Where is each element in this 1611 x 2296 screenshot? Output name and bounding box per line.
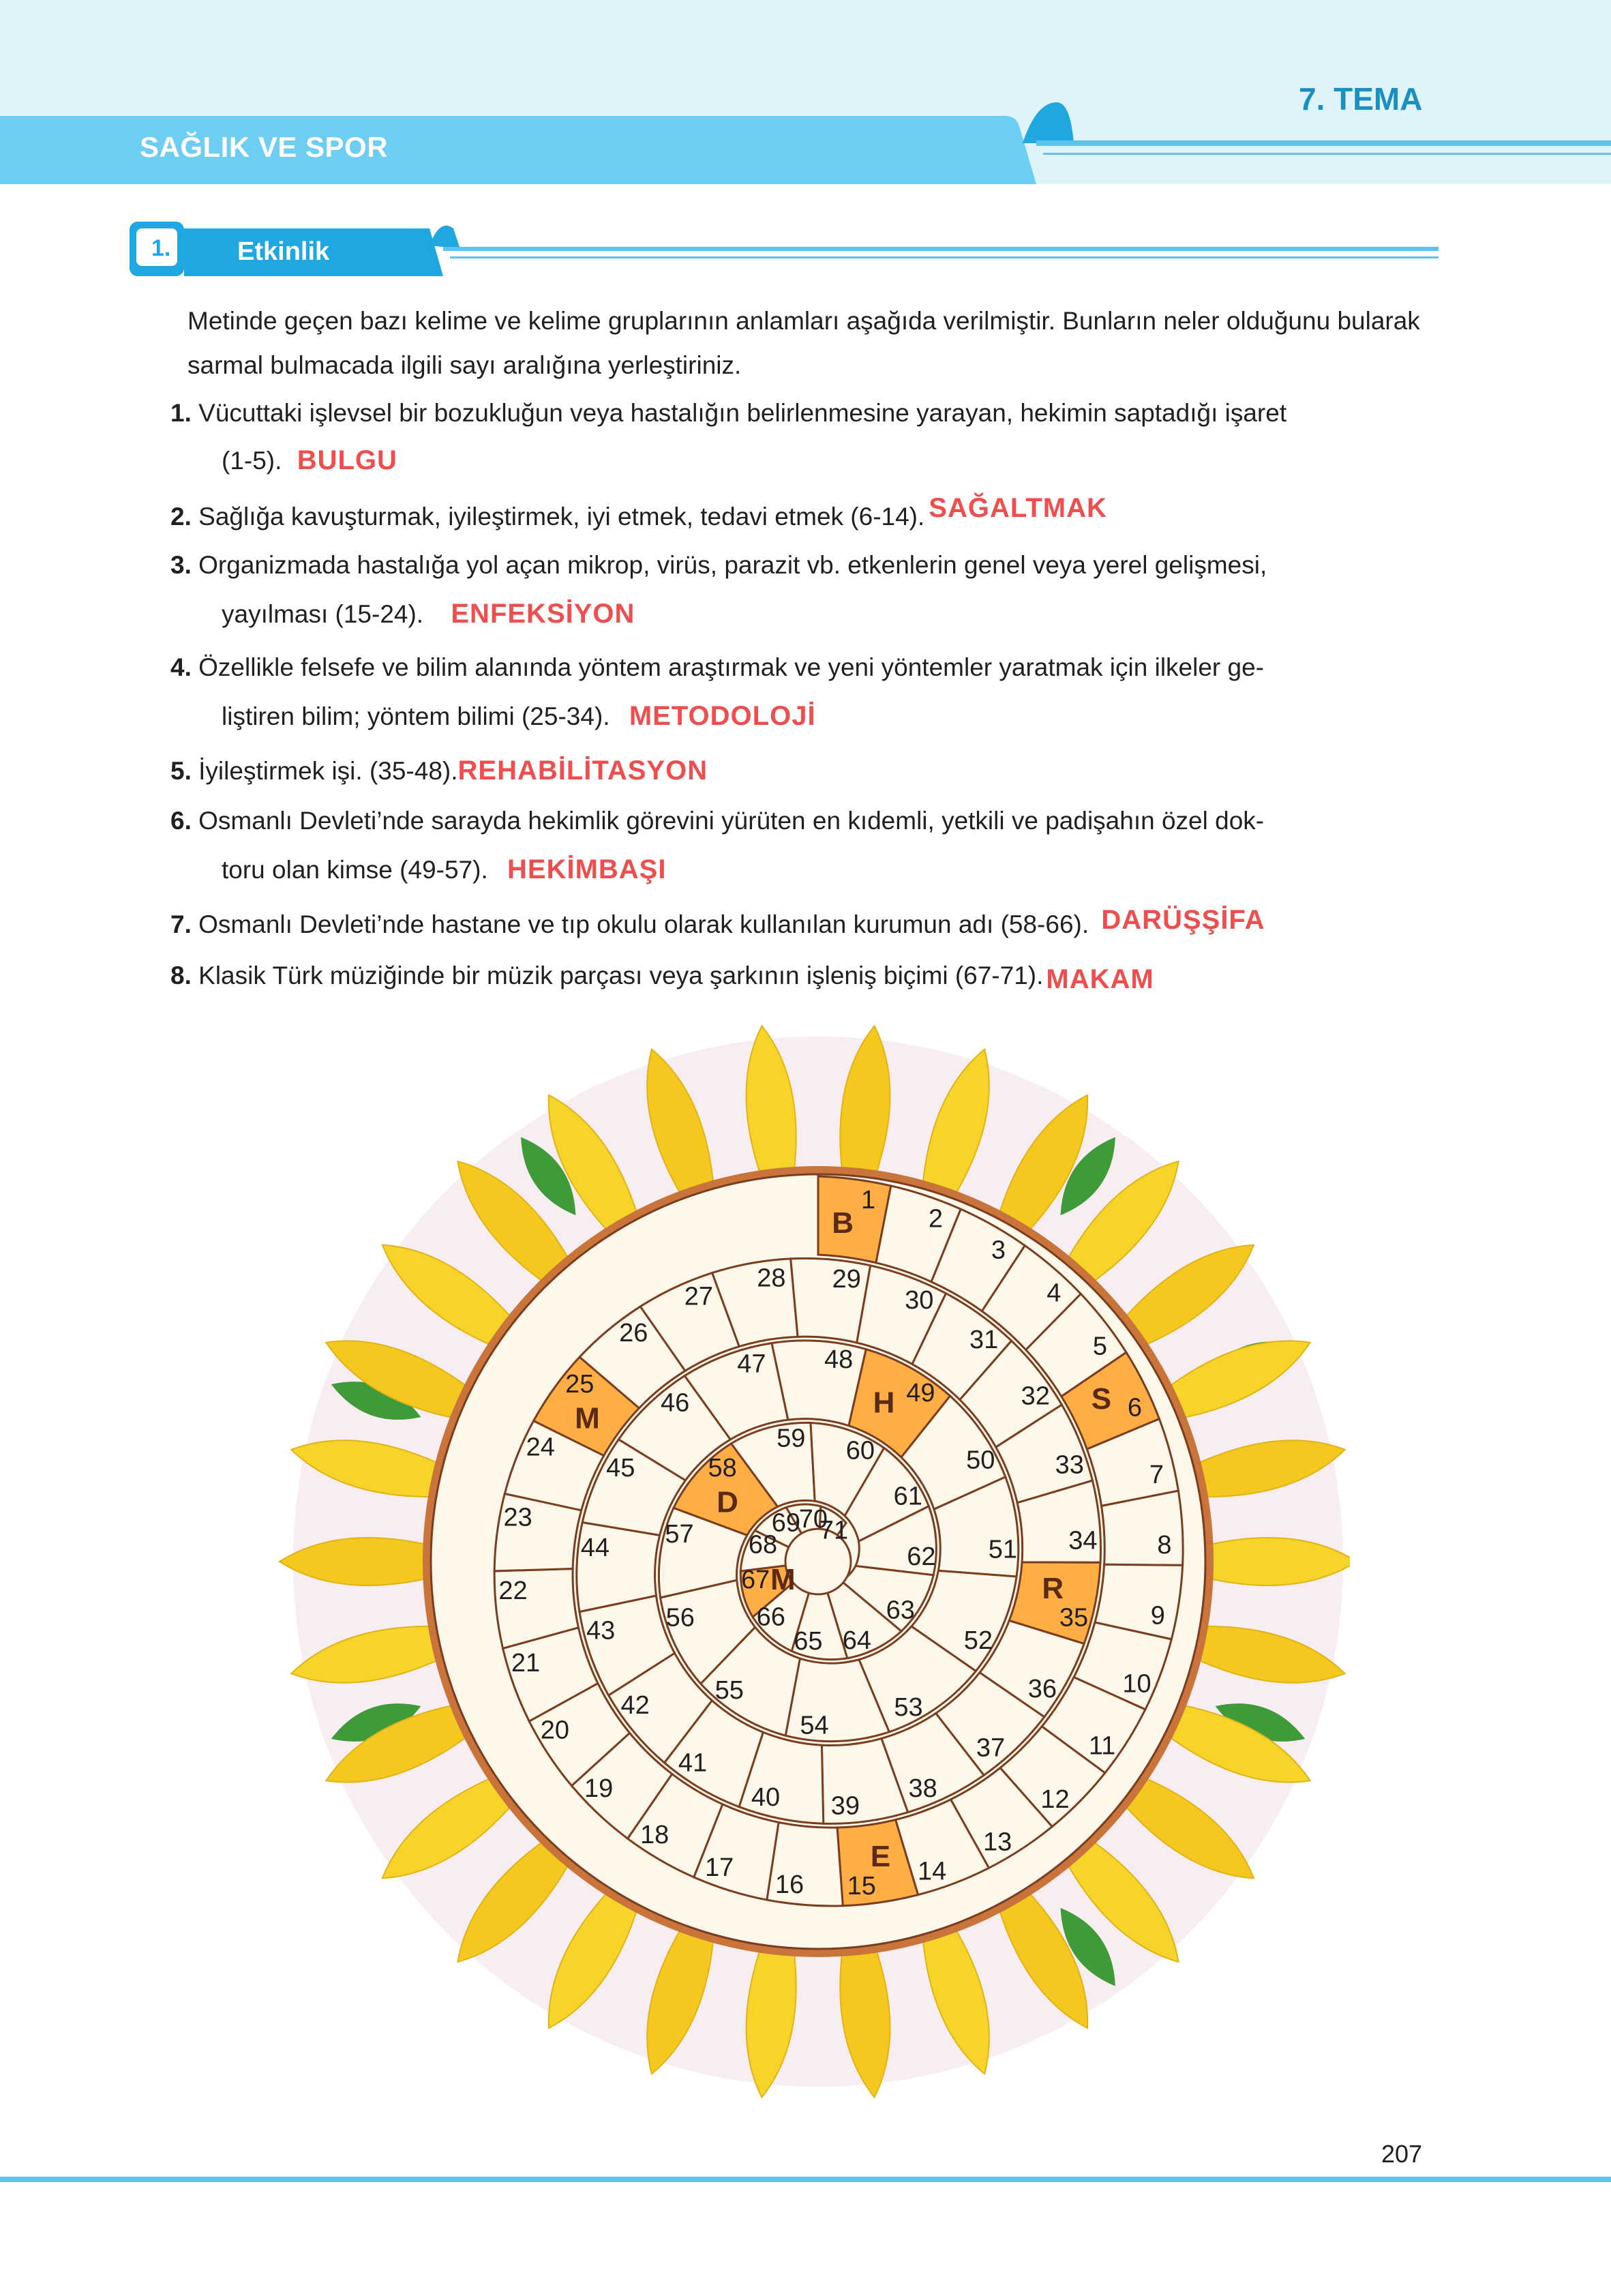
cell-number-54: 54 <box>800 1711 829 1740</box>
cell-number-59: 59 <box>777 1424 806 1453</box>
theme-label: 7. TEMA <box>1299 81 1423 117</box>
cell-number-20: 20 <box>540 1716 570 1745</box>
instructions-text: Metinde geçen bazı kelime ve kelime gruplarının anlamları aşağıda verilmiştir. Bunların neler olduğunu bularak sarmal bulmacada ilgili sayı aralığına yerleştiriniz. <box>187 307 1420 379</box>
cell-number-71: 71 <box>819 1516 849 1545</box>
cell-number-17: 17 <box>704 1853 734 1882</box>
spiral-puzzle <box>259 1002 1350 2100</box>
cell-number-13: 13 <box>982 1828 1012 1857</box>
cell-letter-6: S <box>1091 1382 1112 1416</box>
cell-letter-25: M <box>575 1401 600 1435</box>
cell-letter-1: B <box>832 1206 854 1240</box>
cell-number-15: 15 <box>847 1871 876 1900</box>
cell-number-5: 5 <box>1092 1332 1107 1361</box>
cell-number-8: 8 <box>1157 1531 1172 1560</box>
cell-number-26: 26 <box>619 1318 648 1347</box>
footer-line <box>0 2177 1611 2182</box>
activity-title: Etkinlik <box>237 237 330 266</box>
answer-2: SAĞALTMAK <box>929 493 1107 523</box>
answer-6: HEKİMBAŞI <box>507 854 667 884</box>
cell-number-11: 11 <box>1088 1731 1116 1761</box>
cell-number-40: 40 <box>751 1783 781 1812</box>
question-5: 5. İyileştirmek işi. (35-48).REHABİLİTASYON <box>170 756 708 786</box>
cell-number-27: 27 <box>684 1282 714 1311</box>
cell-number-39: 39 <box>830 1791 860 1821</box>
question-8: 8. Klasik Türk müziğinde bir müzik parçası veya şarkının işleniş biçimi (67-71). MAKAM <box>170 961 1154 994</box>
cell-number-3: 3 <box>991 1236 1006 1265</box>
cell-number-41: 41 <box>678 1748 708 1778</box>
cell-number-22: 22 <box>498 1577 528 1606</box>
question-3: 3. Organizmada hastalığa yol açan mikrop, virüs, parazit vb. etkenlerin genel veya yerel gelişmesi, <box>170 551 1267 579</box>
answer-8: MAKAM <box>1046 964 1154 994</box>
page-number: 207 <box>1381 2140 1423 2168</box>
cell-number-62: 62 <box>907 1542 936 1572</box>
cell-letter-35: R <box>1042 1572 1064 1606</box>
question-6-cont: toru olan kimse (49-57). HEKİMBAŞI <box>222 854 667 884</box>
cell-number-31: 31 <box>969 1326 999 1355</box>
cell-number-12: 12 <box>1040 1785 1070 1815</box>
cell-number-30: 30 <box>905 1285 934 1315</box>
question-1: 1. Vücuttaki işlevsel bir bozukluğun veya hastalığın belirlenmesine yarayan, hekimin saptadığı işaret <box>170 399 1287 427</box>
cell-number-9: 9 <box>1150 1601 1165 1630</box>
cell-number-43: 43 <box>586 1616 616 1645</box>
cell-number-67: 67 <box>740 1565 770 1594</box>
cell-number-69: 69 <box>771 1508 801 1538</box>
cell-letter-58: D <box>717 1485 738 1519</box>
cell-number-16: 16 <box>774 1870 804 1900</box>
cell-number-44: 44 <box>580 1534 610 1563</box>
question-6: 6. Osmanlı Devleti’nde sarayda hekimlik görevini yürüten en kıdemli, yetkili ve padişahın özel dok- <box>170 807 1265 835</box>
question-2: 2. Sağlığa kavuşturmak, iyileştirmek, iyi etmek, tedavi etmek (6-14). SAĞALTMAK <box>170 493 1107 531</box>
cell-number-47: 47 <box>737 1350 766 1379</box>
section-title: SAĞLIK VE SPOR <box>140 131 389 163</box>
cell-number-49: 49 <box>906 1378 935 1407</box>
cell-number-63: 63 <box>886 1596 915 1625</box>
cell-number-38: 38 <box>908 1774 937 1803</box>
cell-number-55: 55 <box>714 1676 744 1705</box>
question-4-cont: liştiren bilim; yöntem bilimi (25-34). METODOLOJİ <box>222 701 816 731</box>
cell-number-46: 46 <box>660 1388 690 1418</box>
answer-3: ENFEKSİYON <box>451 599 635 629</box>
cell-number-70: 70 <box>798 1505 828 1534</box>
cell-number-28: 28 <box>757 1264 786 1293</box>
cell-number-65: 65 <box>794 1627 823 1656</box>
cell-number-56: 56 <box>665 1603 695 1632</box>
cell-number-36: 36 <box>1027 1675 1057 1704</box>
cell-number-2: 2 <box>928 1204 944 1234</box>
cell-number-42: 42 <box>620 1690 650 1720</box>
cell-number-29: 29 <box>832 1265 861 1294</box>
cell-number-58: 58 <box>708 1453 737 1482</box>
cell-number-52: 52 <box>963 1626 993 1655</box>
cell-letter-15: E <box>870 1840 891 1874</box>
cell-number-33: 33 <box>1055 1450 1084 1480</box>
cell-number-45: 45 <box>606 1453 635 1482</box>
cell-number-21: 21 <box>511 1649 541 1678</box>
cell-letter-67: M <box>770 1563 796 1597</box>
answer-1: BULGU <box>297 445 397 475</box>
cell-number-1: 1 <box>860 1186 876 1215</box>
cell-letter-49: H <box>873 1386 895 1420</box>
cell-number-53: 53 <box>894 1693 923 1722</box>
cell-number-4: 4 <box>1047 1279 1062 1308</box>
question-4: 4. Özellikle felsefe ve bilim alanında yöntem araştırmak ve yeni yöntemler yaratmak için ilkeler ge- <box>170 653 1264 681</box>
cell-number-64: 64 <box>842 1626 872 1656</box>
cell-number-51: 51 <box>988 1535 1018 1564</box>
cell-number-24: 24 <box>526 1433 555 1462</box>
cell-number-32: 32 <box>1021 1382 1050 1411</box>
answer-7: DARÜŞŞİFA <box>1101 905 1265 935</box>
cell-number-25: 25 <box>565 1370 594 1399</box>
cell-number-10: 10 <box>1122 1669 1151 1699</box>
cell-number-23: 23 <box>503 1503 532 1532</box>
cell-number-48: 48 <box>824 1345 854 1374</box>
cell-number-7: 7 <box>1149 1460 1164 1489</box>
question-7: 7. Osmanlı Devleti’nde hastane ve tıp okulu olarak kullanılan kurumun adı (58-66). DARÜŞŞİFA <box>170 905 1265 938</box>
answer-5: REHABİLİTASYON <box>457 756 708 786</box>
question-1-cont: (1-5). BULGU <box>222 445 397 475</box>
cell-number-19: 19 <box>584 1774 614 1803</box>
cell-number-35: 35 <box>1059 1603 1089 1632</box>
cell-number-37: 37 <box>976 1733 1006 1763</box>
cell-number-18: 18 <box>639 1821 669 1850</box>
puzzle-cells <box>423 1166 1214 1957</box>
cell-number-68: 68 <box>748 1530 778 1560</box>
cell-number-14: 14 <box>917 1857 947 1886</box>
activity-number: 1. <box>151 235 171 261</box>
cell-number-57: 57 <box>665 1520 694 1549</box>
cell-number-34: 34 <box>1068 1526 1098 1555</box>
cell-number-6: 6 <box>1127 1393 1142 1422</box>
answer-4: METODOLOJİ <box>629 701 816 731</box>
cell-number-61: 61 <box>893 1482 922 1511</box>
cell-number-66: 66 <box>756 1602 785 1632</box>
question-3-cont: yayılması (15-24). ENFEKSİYON <box>222 599 635 629</box>
cell-number-50: 50 <box>966 1446 995 1475</box>
cell-number-60: 60 <box>845 1436 875 1465</box>
